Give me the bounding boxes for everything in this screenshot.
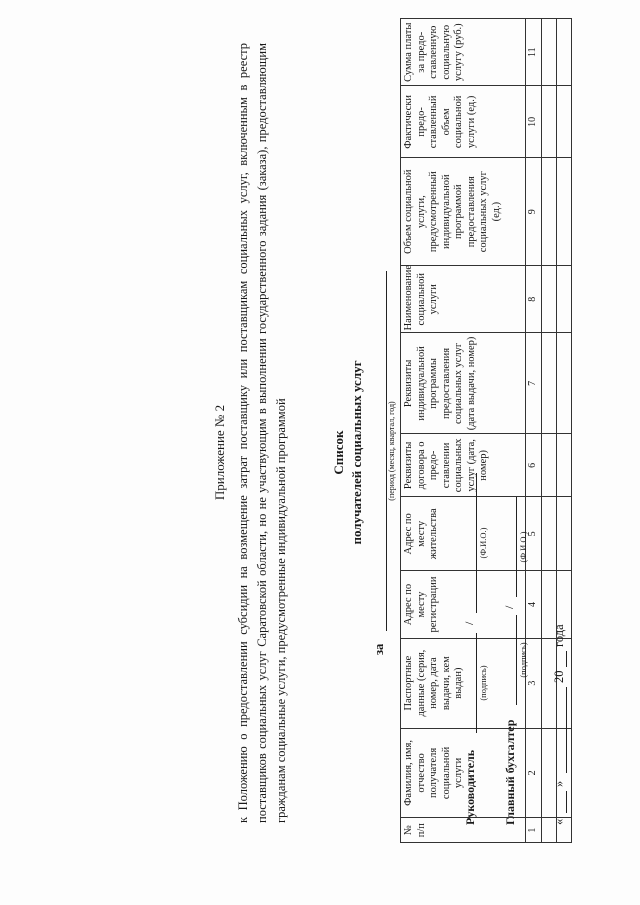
intro-paragraph: к Положению о предоставлении субсидии на возмещение затрат поставщику или поставщикам социальных услуг, включенным в реестр поставщиков социальных услуг Саратовской области, но не участвующим в выполнении государственного задания (заказа), предоставляющим гражданам социальные услуги, предусмотренные индивидуальной программой	[236, 43, 288, 823]
table-cell[interactable]	[556, 638, 571, 728]
column-number: 9	[526, 158, 542, 266]
column-number: 2	[526, 728, 542, 818]
column-number: 8	[526, 266, 542, 333]
accountant-name-line[interactable]	[516, 497, 517, 597]
table-cell[interactable]	[541, 638, 556, 728]
table-cell[interactable]	[541, 333, 556, 434]
column-number-row	[526, 19, 542, 843]
accountant-slash: /	[502, 605, 516, 609]
table-cell[interactable]	[556, 497, 571, 571]
header-cell: № п/п	[401, 818, 526, 843]
period-caption: (период (месяц, квартал, год)	[387, 401, 396, 501]
date-year-prefix: 20	[552, 670, 566, 683]
table-row	[541, 19, 556, 843]
date-day-line[interactable]	[566, 791, 567, 813]
table-cell[interactable]	[556, 333, 571, 434]
period-prefix: за	[372, 643, 386, 655]
accountant-signature-line[interactable]	[516, 615, 517, 705]
date-month-line[interactable]	[566, 687, 567, 773]
accountant-signature-caption: (подпись)	[518, 642, 528, 678]
director-name-line[interactable]	[476, 473, 477, 613]
table-cell[interactable]	[556, 86, 571, 158]
table-cell[interactable]	[556, 19, 571, 86]
column-number: 11	[526, 19, 542, 86]
table-cell[interactable]	[541, 158, 556, 266]
header-cell: Наименование социальной услуги	[401, 266, 526, 333]
accountant-label: Главный бухгалтер	[503, 719, 517, 825]
column-number: 7	[526, 333, 542, 434]
column-number: 6	[526, 434, 542, 497]
date-close-quote: »	[552, 780, 566, 787]
table-cell[interactable]	[556, 158, 571, 266]
table-cell[interactable]	[541, 497, 556, 571]
document-title	[330, 0, 366, 905]
header-cell: Адрес по месту жительства	[401, 497, 526, 571]
table-cell[interactable]	[556, 266, 571, 333]
table-cell[interactable]	[556, 728, 571, 818]
header-cell: Адрес по месту регистрации	[401, 571, 526, 638]
table-row	[556, 19, 571, 843]
date-open-quote: «	[552, 818, 566, 825]
date-year-line[interactable]	[566, 651, 567, 667]
column-number: 10	[526, 86, 542, 158]
director-name-caption: (Ф.И.О.)	[478, 527, 488, 559]
title-line-1: Список	[331, 430, 346, 475]
title-line-2: получателей социальных услуг	[349, 360, 364, 545]
accountant-name-caption: (Ф.И.О.)	[518, 531, 528, 563]
table-cell[interactable]	[556, 434, 571, 497]
director-slash: /	[462, 621, 476, 625]
header-cell: Паспортные данные (серия, номер, дата выдачи, кем выдан)	[401, 638, 526, 728]
table-cell[interactable]	[541, 728, 556, 818]
director-signature-caption: (подпись)	[478, 665, 488, 701]
header-cell: Фактически предо-ставленный объем социальной услуги (ед.)	[401, 86, 526, 158]
table-cell[interactable]	[541, 19, 556, 86]
column-number: 5	[526, 497, 542, 571]
date-year-suffix: года	[552, 624, 566, 647]
header-cell: Реквизиты договора о предо-ставлении социальных услуг (дата, номер)	[401, 434, 526, 497]
column-number: 1	[526, 818, 542, 843]
appendix-title: Приложение № 2	[212, 404, 227, 501]
column-number: 4	[526, 571, 542, 638]
director-signature-line[interactable]	[476, 633, 477, 733]
header-cell: Фамилия, имя, отчество получателя социальной услуги	[401, 728, 526, 818]
column-number: 3	[526, 638, 542, 728]
header-cell: Реквизиты индивидуальной программы предоставления социальных услуг (дата выдачи, номер)	[401, 333, 526, 434]
header-cell: Сумма платы за предо-ставленную социальную услугу (руб.)	[401, 19, 526, 86]
table-cell[interactable]	[541, 266, 556, 333]
table-cell[interactable]	[541, 434, 556, 497]
header-cell: Объем социальной услуги, предусмотренный индивидуальной программой предоставления социальных услуг (ед.)	[401, 158, 526, 266]
director-label: Руководитель	[463, 749, 477, 825]
table-cell[interactable]	[541, 86, 556, 158]
